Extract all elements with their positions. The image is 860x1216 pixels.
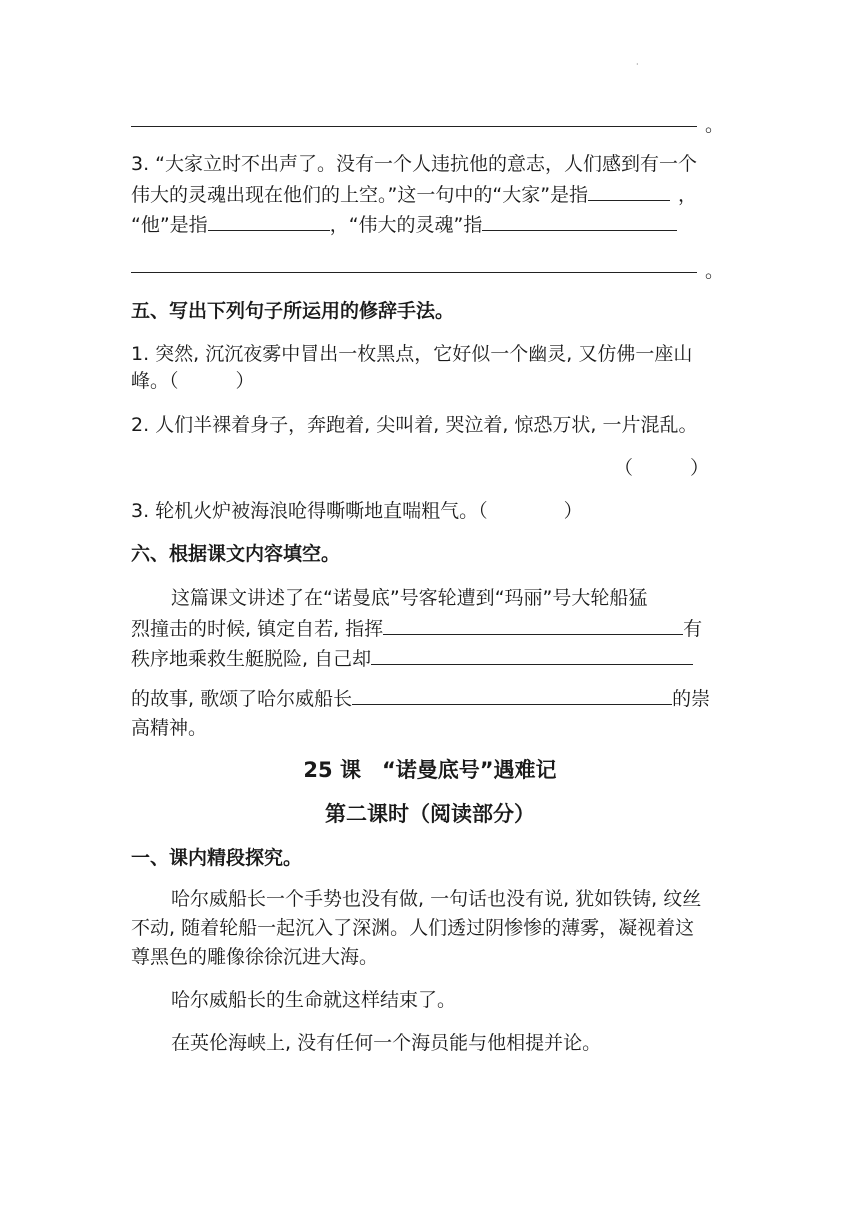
s6-line-2 — [131, 616, 702, 641]
s5-item-3[interactable]: 3. 轮机火炉被海浪呛得嘶嘶地直喘粗气。（ ） — [131, 500, 583, 522]
q3-comma: ， — [678, 184, 698, 206]
s5-item-1-line-1: 1. 突然, 沉沉夜雾中冒出一枚黑点，它好似一个幽灵, 又仿佛一座山 — [131, 343, 693, 365]
q3-line-1: 3. “大家立时不出声了。没有一个人违抗他的意志，人们感到有一个 — [131, 153, 698, 175]
blank-weida-linghun[interactable] — [482, 212, 677, 231]
answer-line-q3[interactable] — [131, 272, 697, 273]
blank-dajia[interactable] — [588, 182, 670, 201]
section-1-title: 一、课内精段探究。 — [131, 847, 303, 869]
blank-chuanzhang[interactable] — [352, 686, 672, 705]
q3-line-2-text: 伟大的灵魂出现在他们的上空。”这一句中的“大家”是指 — [131, 184, 589, 206]
s6-line-4-text: 的故事, 歌颂了哈尔威船长 — [131, 688, 353, 710]
s6-line-4-end: 的崇 — [672, 688, 711, 710]
s6-line-3-text: 秩序地乘救生艇脱险, 自己却 — [131, 648, 372, 670]
section-6-title: 六、根据课文内容填空。 — [131, 543, 341, 565]
s6-line-3 — [131, 646, 693, 671]
q3-line-3-text: “他”是指 — [131, 214, 208, 236]
s1-para-1-line-2: 不动, 随着轮船一起沉入了深渊。人们透过阴惨惨的薄雾，凝视着这 — [131, 917, 695, 939]
s6-line-5: 高精神。 — [131, 717, 208, 739]
blank-ta[interactable] — [208, 212, 330, 231]
s1-para-2: 哈尔威船长的生命就这样结束了。 — [171, 989, 457, 1011]
blank-zhihui[interactable] — [383, 616, 683, 635]
top-dot: · — [636, 60, 639, 69]
s1-para-1-line-3: 尊黑色的雕像徐徐沉进大海。 — [131, 946, 379, 968]
s5-item-2-answer[interactable]: （ ） — [614, 457, 710, 479]
q3-line-3 — [131, 212, 677, 237]
lesson-subtitle: 第二课时（阅读部分） — [325, 802, 535, 826]
answer-line-prev[interactable] — [131, 126, 697, 127]
q3-line-2 — [131, 182, 697, 207]
s5-item-1-line-2[interactable]: 峰。（ ） — [131, 370, 255, 392]
answer-end-mark-prev: 。 — [705, 114, 725, 136]
s6-line-4 — [131, 686, 710, 711]
blank-ziji-que[interactable] — [371, 646, 693, 665]
q3-line-3-text-b: ，“伟大的灵魂”指 — [329, 214, 483, 236]
s1-para-3: 在英伦海峡上, 没有任何一个海员能与他相提并论。 — [171, 1032, 602, 1054]
s6-line-2-text: 烈撞击的时候, 镇定自若, 指挥 — [131, 618, 384, 640]
section-5-title: 五、写出下列句子所运用的修辞手法。 — [131, 300, 455, 322]
lesson-title: 25 课 “诺曼底号”遇难记 — [303, 758, 557, 782]
s5-item-2: 2. 人们半裸着身子，奔跑着, 尖叫着, 哭泣着, 惊恐万状, 一片混乱。 — [131, 414, 698, 436]
s6-line-1: 这篇课文讲述了在“诺曼底”号客轮遭到“玛丽”号大轮船猛 — [171, 587, 648, 609]
q3-end-mark: 。 — [705, 260, 725, 282]
s6-line-2-end: 有 — [683, 618, 703, 640]
s1-para-1-line-1: 哈尔威船长一个手势也没有做, 一句话也没有说, 犹如铁铸, 纹丝 — [171, 888, 702, 910]
